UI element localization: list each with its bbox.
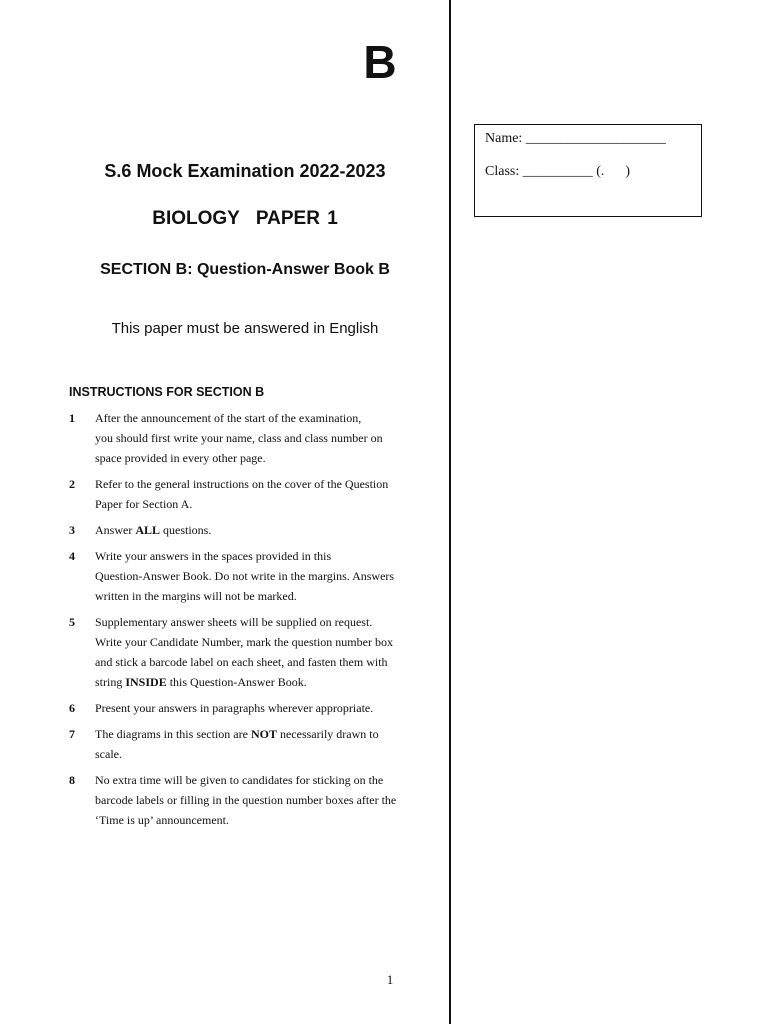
instruction-line: The diagrams in this section are NOT necessarily drawn to [95,727,379,741]
instruction-number: 4 [69,549,75,563]
instruction-line: scale. [95,747,122,761]
name-field[interactable]: Name: ____________________ [485,131,666,146]
instruction-number: 8 [69,773,75,787]
instruction-line: written in the margins will not be marked. [95,589,297,603]
instructions-heading: INSTRUCTIONS FOR SECTION B [69,385,265,399]
instruction-line: Refer to the general instructions on the cover of the Question [95,477,389,491]
instruction-line: Present your answers in paragraphs wherever appropriate. [95,701,374,715]
instruction-number: 2 [69,477,75,491]
instruction-line: and stick a barcode label on each sheet, and fasten them with [95,655,388,669]
class-field[interactable]: Class: __________ (. ) [485,164,631,179]
instruction-line: space provided in every other page. [95,451,266,465]
candidate-info-box [474,124,702,217]
book-letter: B [363,36,397,88]
instruction-line: No extra time will be given to candidates for sticking on the [95,773,384,787]
instruction-line: you should first write your name, class and class number on [95,431,383,445]
exam-title: S.6 Mock Examination 2022-2023 [104,161,386,181]
subject-name: BIOLOGY [152,208,240,229]
instruction-line: Write your Candidate Number, mark the question number box [95,635,393,649]
instruction-number: 7 [69,727,75,741]
instruction-number: 5 [69,615,75,629]
instruction-line: ‘Time is up’ announcement. [95,813,229,827]
instruction-line: Question-Answer Book. Do not write in the margins. Answers [95,569,395,583]
instruction-line: After the announcement of the start of the examination, [95,411,362,425]
section-title: SECTION B: Question-Answer Book B [100,261,390,278]
instruction-number: 6 [69,701,75,715]
instruction-text [95,698,431,718]
page-number: 1 [386,972,394,987]
instruction-text [95,474,431,514]
instruction-line: string INSIDE this Question-Answer Book. [95,675,307,689]
instruction-line: Supplementary answer sheets will be supplied on request. [95,615,373,629]
instruction-text [95,520,431,540]
vertical-divider [449,0,451,1024]
instruction-number: 3 [69,523,75,537]
subject-title [20,206,470,232]
instruction-line: Write your answers in the spaces provided in this [95,549,332,563]
paper-name: PAPER 1 [255,208,338,229]
instruction-text [95,724,431,764]
language-note: This paper must be answered in English [111,320,379,337]
instruction-text [95,770,431,830]
instruction-line: Answer ALL questions. [95,523,212,537]
instruction-text [95,546,431,606]
instruction-text [95,612,431,692]
instruction-text [95,408,431,468]
instruction-line: Paper for Section A. [95,497,193,511]
instruction-number: 1 [69,411,75,425]
instruction-line: barcode labels or filling in the question number boxes after the [95,793,397,807]
